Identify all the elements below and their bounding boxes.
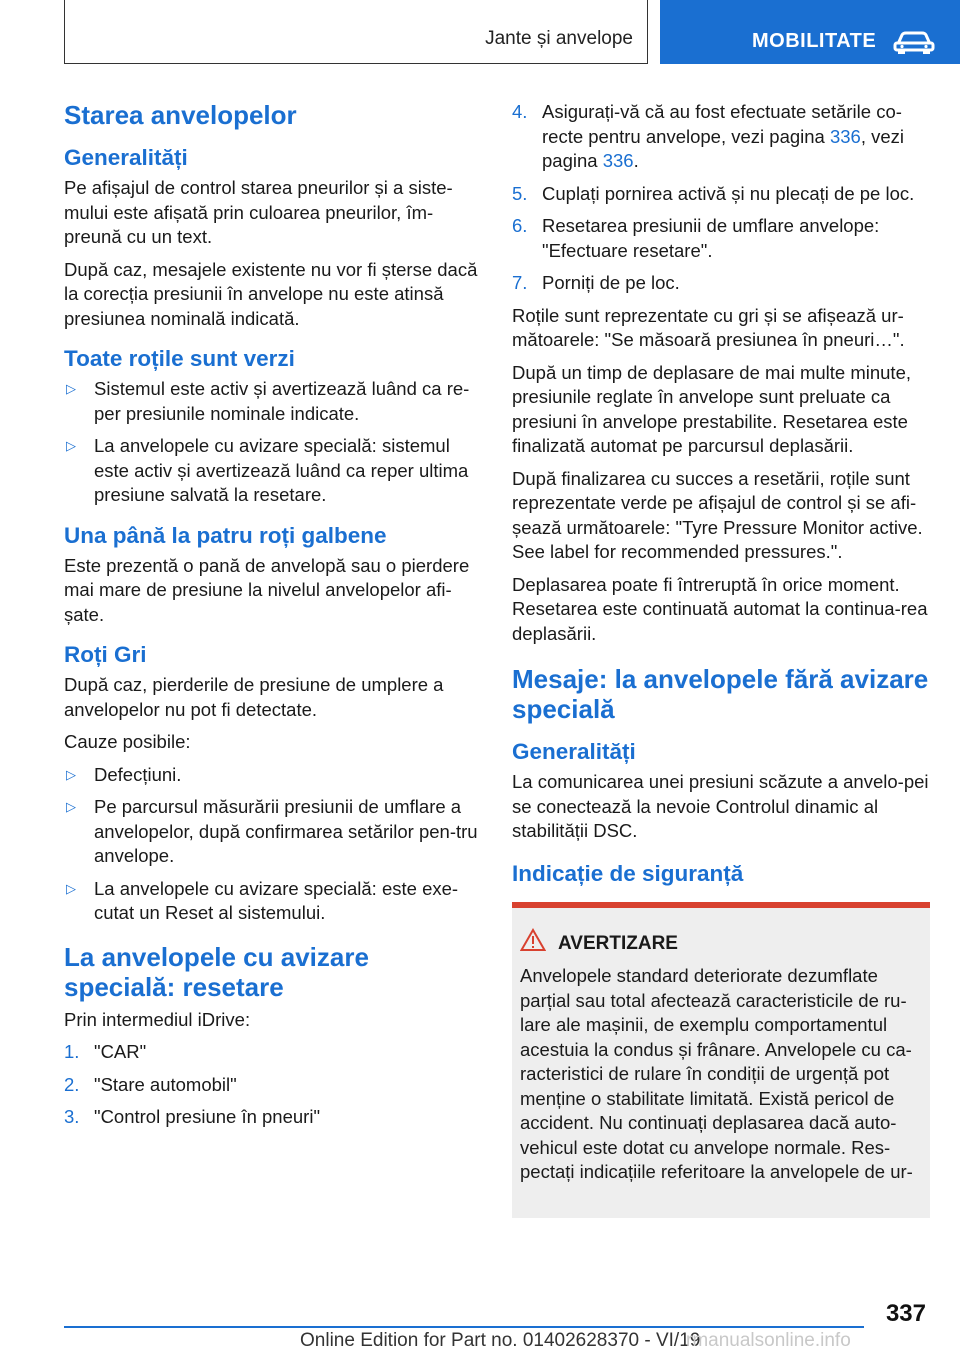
warning-title: AVERTIZARE — [558, 932, 922, 957]
general-paragraph-1: Pe afișajul de control starea pneurilor și a siste-mului este afișată prin culoarea pneurilor, îm-preună cu un text. — [64, 177, 453, 247]
chapter-tab[interactable] — [660, 0, 960, 64]
causes-label: Cauze posibile: — [64, 731, 191, 752]
triangle-bullet-icon: ▷ — [66, 880, 76, 896]
chapter-label: MOBILITATE — [752, 30, 877, 52]
triangle-bullet-icon: ▷ — [66, 438, 76, 453]
yellow-heading: Una până la patru roți galbene — [64, 522, 387, 548]
step-item: 3. "Control presiune în pneuri" — [64, 1106, 321, 1127]
grey-paragraph: După caz, pierderile de presiune de umplere a anvelopelor nu pot fi detectate. — [64, 674, 444, 720]
list-item: ▷ La anvelopele cu avizare specială: este exe-cutat un Reset al sistemului. — [66, 877, 459, 923]
reset-intro: Prin intermediul iDrive: — [64, 1008, 251, 1030]
page-link[interactable]: 336 — [602, 150, 634, 171]
step-item: 5. Cuplați pornirea activă și nu plecați de pe loc. — [512, 182, 915, 204]
page-link[interactable]: 336 — [829, 125, 861, 147]
reset-steps — [64, 1040, 482, 1130]
page-title: Starea anvelopelor — [64, 100, 297, 130]
triangle-bullet-icon: ▷ — [66, 381, 76, 396]
step-item: 6. Resetarea presiunii de umflare anvelope: "Efectuare resetare". — [512, 215, 880, 261]
left-column — [64, 100, 482, 1138]
reset-heading: La anvelopele cu avizare specială: resetare — [64, 941, 369, 1002]
step-item: 2. "Stare automobil" — [64, 1073, 237, 1095]
triangle-bullet-icon: ▷ — [66, 766, 76, 782]
list-item: ▷ Sistemul este activ și avertizează luând ca re-per presiunile nominale indicate. — [66, 378, 470, 424]
green-heading: Toate roțile sunt verzi — [64, 346, 295, 371]
page-number: 337 — [885, 1300, 926, 1327]
grey-heading: Roți Gri — [64, 642, 147, 667]
warning-text: Anvelopele standard deteriorate dezumflate parțial sau total afectează caracteristicile de ru-lare ale mașinii, de exemplu comportamentul acestuia la condus și frânare. Anvelopele cu ca-racteristici de rulare în condiții de urgență pot menține o stabilitate limitată. Există pericol de accident. Nu continuați deplasarea dacă auto-vehicul este dotat cu anvelope normale. Res-pectați indicațiile referitoare la anvelopele de ur- — [520, 965, 913, 1182]
triangle-bullet-icon: ▷ — [66, 799, 76, 814]
step-item: 1. "CAR" — [64, 1041, 147, 1062]
right-column — [512, 100, 930, 1218]
paragraph: Deplasarea poate fi întreruptă în orice moment. Resetarea este continuată automat la continua-rea deplasării. — [512, 573, 928, 644]
messages-paragraph: La comunicarea unei presiuni scăzute a anvelo-pei se conectează la nevoie Controlul dinamic al stabilității DSC. — [512, 771, 929, 841]
watermark: rmanualsonline.info — [686, 1330, 851, 1351]
paragraph: După finalizarea cu succes a resetării, roțile sunt reprezentate verde pe afișajul de control și se afi-șează următoarele: "Tyre Pressure Monitor active. See label for recommended pressures.". — [512, 467, 923, 562]
list-item: ▷ La anvelopele cu avizare specială: sistemul este activ și avertizează luând ca reper ultima presiune salvată la resetare. — [66, 435, 469, 505]
edition-text: Online Edition for Part no. 01402628370 - VI/19 — [300, 1330, 701, 1351]
warning-box — [512, 902, 930, 1218]
step-item: 4. Asigurați-vă că au fost efectuate setările co-recte pentru anvelope, vezi pagina 336, vezi pagina 336. — [512, 101, 905, 171]
car-icon — [892, 30, 936, 54]
grey-list — [64, 763, 482, 926]
green-list — [64, 377, 482, 508]
general-heading: Generalități — [64, 145, 188, 170]
messages-general-heading: Generalități — [512, 739, 636, 764]
warning-triangle-icon — [520, 928, 546, 952]
paragraph: După un timp de deplasare de mai multe minute, presiunile reglate în anvelope sunt preluate ca presiuni în anvelope prestabilite. Resetarea este finalizată automat pe parcursul deplasării. — [512, 361, 911, 456]
paragraph: Roțile sunt reprezentate cu gri și se afișează ur-mătoarele: "Se măsoară presiunea în pneuri…". — [512, 304, 905, 350]
header-section-box — [64, 0, 648, 64]
list-item: ▷ Pe parcursul măsurării presiunii de umflare a anvelopelor, după confirmarea setărilor pen-tru anvelope. — [66, 796, 478, 866]
footer-divider — [64, 1326, 864, 1328]
section-title: Jante și anvelope — [485, 28, 633, 49]
list-item: ▷ Defecțiuni. — [64, 763, 482, 788]
step-item: 7. Porniți de pe loc. — [512, 272, 680, 293]
messages-heading: Mesaje: la anvelopele fără avizare specială — [512, 664, 929, 724]
general-paragraph-2: După caz, mesajele existente nu vor fi șterse dacă la corecția presiunii în anvelope nu este atinsă presiunea nominală indicată. — [64, 258, 478, 329]
yellow-paragraph: Este prezentă o pană de anvelopă sau o pierdere mai mare de presiune la nivelul anvelopelor afi-șate. — [64, 554, 470, 625]
safety-heading: Indicație de siguranță — [512, 860, 744, 886]
reset-steps-continued — [512, 100, 930, 296]
